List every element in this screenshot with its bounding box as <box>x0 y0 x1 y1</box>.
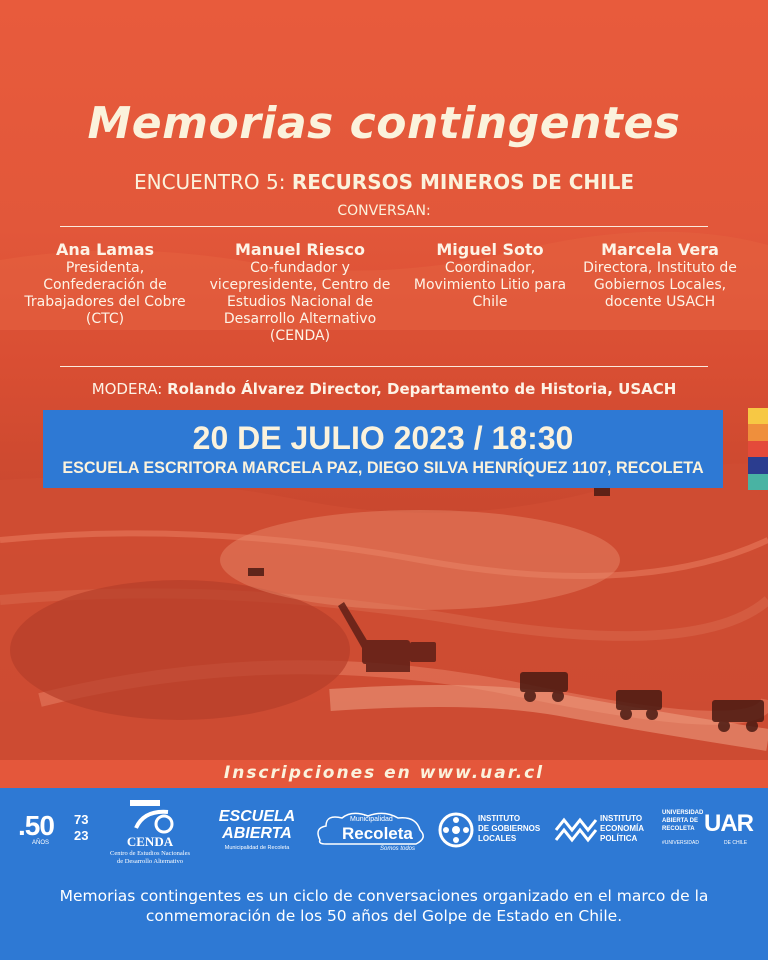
recoleta-name: Recoleta <box>342 824 413 843</box>
stripe-red <box>748 441 768 457</box>
event-description: Memorias contingentes es un ciclo de conversaciones organizado en el marco de la conmemoración de los 50 años del Golpe de Estado en Chile. <box>59 887 709 925</box>
iep-line1: INSTITUTO <box>600 814 643 823</box>
recoleta-tag: Somos todos <box>380 846 416 852</box>
fifty-small: AÑOS <box>32 840 50 846</box>
event-date-time: 20 DE JULIO 2023 / 18:30 <box>192 420 574 456</box>
iep-line2: ECONOMÍA <box>600 824 644 833</box>
cenda-logo <box>100 798 200 870</box>
speaker-miguel-soto <box>410 240 570 311</box>
footer <box>0 788 768 960</box>
escuela-line1: ESCUELA <box>218 808 296 825</box>
color-stripes <box>748 408 768 490</box>
municipalidad-recoleta-logo <box>312 810 430 858</box>
igl-emblem-icon <box>438 812 474 848</box>
escuela-line2: ABIERTA <box>222 825 292 842</box>
uar-mark: UAR <box>704 810 753 837</box>
speaker-name: Manuel Riesco <box>234 240 366 259</box>
stripe-teal <box>748 474 768 490</box>
speaker-marcela-vera <box>580 240 740 311</box>
escuela-sub: Municipalidad de Recoleta <box>224 845 290 851</box>
uar-tag2: DE CHILE <box>724 840 748 846</box>
igl-logo <box>438 812 548 852</box>
fifty-years-logo <box>18 810 98 850</box>
cenda-name: CENDA <box>126 834 174 849</box>
escuela-abierta-logo <box>216 808 298 858</box>
igl-line3: LOCALES <box>478 834 517 843</box>
uar-line2: ABIERTA DE <box>662 818 698 824</box>
speaker-name: Ana Lamas <box>55 240 155 259</box>
iep-emblem-icon <box>554 816 598 844</box>
event-subtitle <box>0 170 768 194</box>
event-venue: ESCUELA ESCRITORA MARCELA PAZ, DIEGO SILVA HENRÍQUEZ 1107, RECOLETA <box>62 458 704 477</box>
subtitle-prefix: ENCUENTRO 5: <box>133 170 292 194</box>
speaker-role: Coordinador, Movimiento Litio para Chile <box>413 260 567 310</box>
uar-line3: RECOLETA <box>662 826 695 832</box>
stripe-yellow <box>748 408 768 424</box>
conversan-label: CONVERSAN: <box>337 203 431 219</box>
moderator-line <box>0 380 768 398</box>
speaker-manuel-riesco <box>205 240 395 345</box>
moderator-name: Rolando Álvarez Director, Departamento de Historia, USACH <box>167 380 677 398</box>
uar-line1: UNIVERSIDAD <box>662 810 704 816</box>
speaker-name: Miguel Soto <box>436 240 544 259</box>
speaker-role: Directora, Instituto de Gobiernos Locales, docente USACH <box>583 260 737 310</box>
cenda-emblem-icon <box>128 798 178 834</box>
moderator-label: MODERA: <box>91 380 168 398</box>
fifty-year-top: 73 <box>74 812 89 827</box>
sponsor-logos <box>0 788 768 878</box>
divider-bottom <box>60 366 708 367</box>
iep-logo <box>554 812 654 852</box>
igl-line1: INSTITUTO <box>478 814 521 823</box>
igl-line2: DE GOBIERNOS <box>478 824 541 833</box>
speaker-role: Co-fundador y vicepresidente, Centro de Estudios Nacional de Desarrollo Alternativo (CENDA) <box>209 260 391 344</box>
speaker-role: Presidenta, Confederación de Trabajadores del Cobre (CTC) <box>24 260 186 327</box>
date-venue-band <box>43 410 723 488</box>
fifty-year-bottom: 23 <box>74 828 89 843</box>
uar-tag: #UNIVERSIDAD <box>662 840 699 846</box>
registration-link[interactable]: Inscripciones en www.uar.cl <box>0 760 768 788</box>
cenda-line2: de Desarrollo Alternativo <box>116 858 184 865</box>
speaker-ana-lamas <box>20 240 190 328</box>
iep-line3: POLÍTICA <box>600 834 638 843</box>
divider-top <box>60 226 708 227</box>
uar-logo <box>662 810 758 854</box>
subtitle-topic: RECURSOS MINEROS DE CHILE <box>291 170 634 194</box>
recoleta-top: Municipalidad <box>350 816 393 823</box>
cenda-line1: Centro de Estudios Nacionales <box>110 850 190 857</box>
speaker-name: Marcela Vera <box>601 240 719 259</box>
stripe-navy <box>748 457 768 473</box>
event-title: Memorias contingentes <box>87 98 681 149</box>
stripe-orange <box>748 424 768 440</box>
fifty-number: .50 <box>18 810 54 841</box>
